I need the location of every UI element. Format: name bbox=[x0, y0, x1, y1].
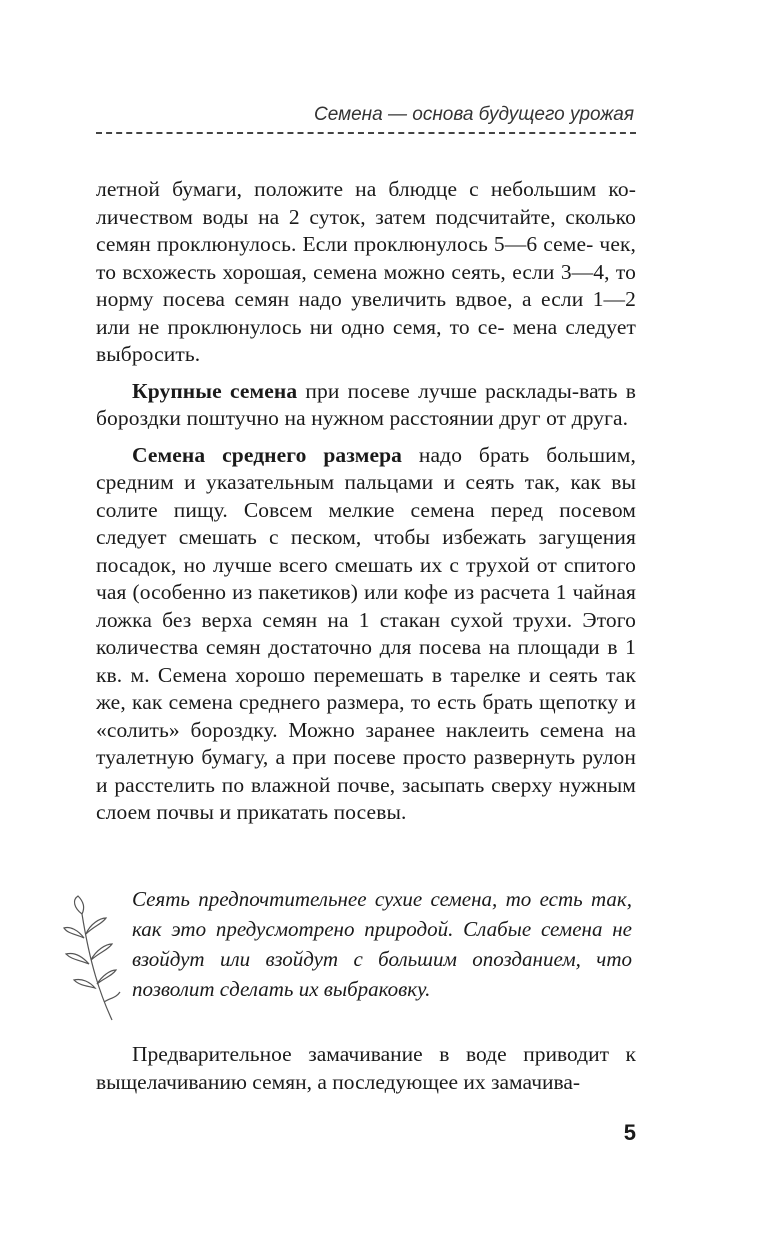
page-number: 5 bbox=[623, 1120, 636, 1145]
term-large-seeds: Крупные семена bbox=[132, 378, 298, 403]
text-line: летной бумаги, положите на блюдце с небольшим ко- bbox=[96, 177, 636, 201]
text-line: а если 1—2 или не проклюнулось ни одно семя, то се- bbox=[96, 287, 636, 339]
leaf-sprig-icon bbox=[60, 894, 130, 1024]
text-line: 3—4, то норму посева семян надо увеличить вдвое, bbox=[96, 259, 636, 311]
paragraph-seed-test bbox=[96, 176, 636, 369]
italic-note: Сеять предпочтительнее сухие семена, то есть так, как это предусмотрено природой. Слабые семена не взойдут или взойдут с большим опозданием, что позволит сделать их выбраковку. bbox=[132, 887, 632, 1001]
closing-paragraph: Предварительное замачивание в воде приводит к выщелачиванию семян, а последующее их замачива- bbox=[96, 1042, 636, 1094]
text-line: личеством воды на 2 суток, затем подсчитайте, сколько bbox=[96, 204, 636, 229]
paragraph-text: при посеве лучше расклады-вать в бороздки поштучно на нужном расстоянии друг от друга. bbox=[96, 378, 636, 430]
running-title: Семена — основа будущего урожая bbox=[314, 104, 634, 125]
paragraph-large-seeds bbox=[96, 378, 636, 433]
term-medium-seeds: Семена среднего размера bbox=[132, 442, 403, 467]
text-line: семян проклюнулось. Если проклюнулось 5—6 семе- bbox=[96, 232, 594, 256]
paragraph-medium-seeds bbox=[96, 442, 636, 827]
text-line: мена следует выбросить. bbox=[96, 314, 636, 366]
text-line: чек, то всхожесть хорошая, семена можно сеять, если bbox=[96, 232, 636, 284]
header-divider bbox=[96, 132, 636, 134]
main-text bbox=[96, 176, 636, 836]
paragraph-text: надо брать большим, средним и указательным пальцами и сеять так, как вы солите пищу. Совсем мелкие семена перед посевом следует смешать с песком, чтобы избежать загущения посадок, но лучше всего смешать их с трухой от спитого чая (особенно из пакетиков) или кофе из расчета 1 чайная ложка без верха семян на 1 стакан сухой трухи. Этого количества семян достаточно для посева на площади в 1 кв. м. Семена хорошо перемешать в тарелке и сеять так же, как семена среднего размера, то есть брать щепотку и «солить» бороздку. Можно заранее наклеить семена на туалетную бумагу, а при посеве просто развернуть рулон и расстелить по влажной почве, засыпать сверху нужным слоем почвы и прикатать посевы. bbox=[96, 442, 636, 824]
